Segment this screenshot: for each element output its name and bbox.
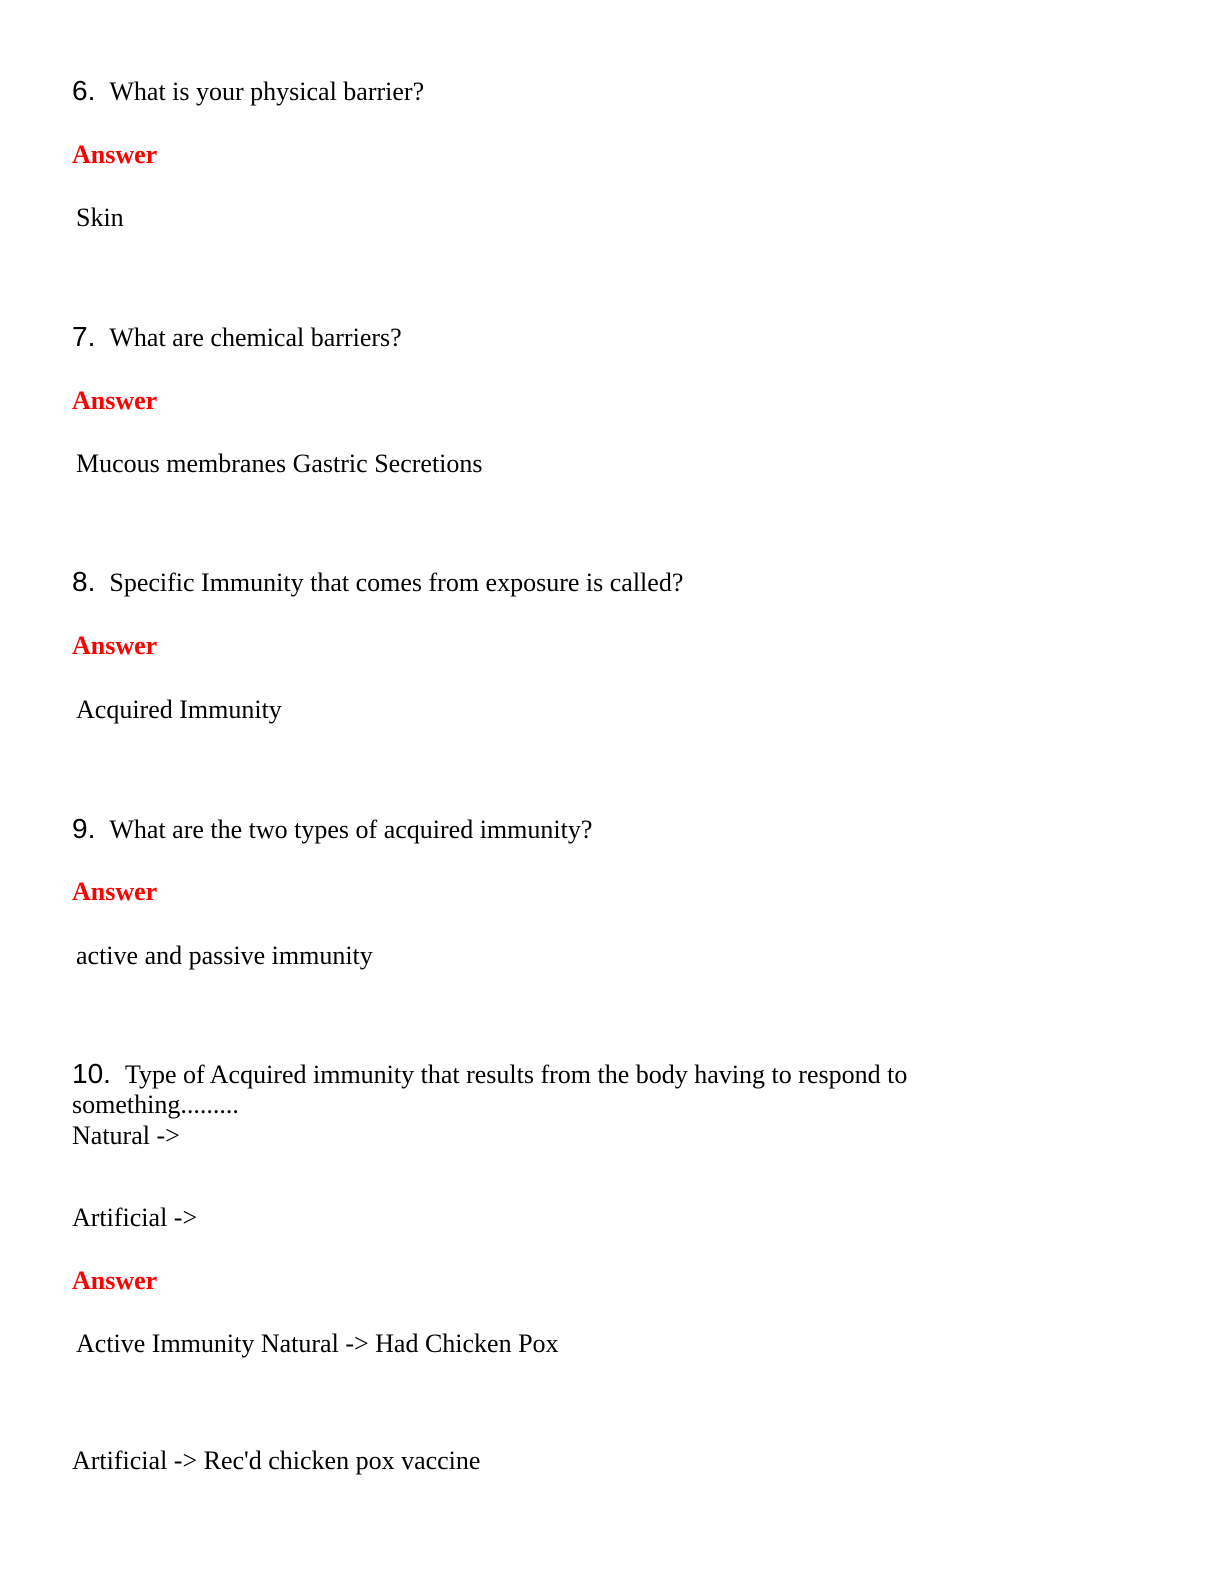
question-natural-prompt: Natural -> xyxy=(72,1121,180,1150)
question-9 xyxy=(72,814,592,845)
answer-label: Answer xyxy=(72,877,158,906)
answer-label: Answer xyxy=(72,386,158,415)
answer-text: Skin xyxy=(76,203,124,232)
answer-label: Answer xyxy=(72,631,158,660)
answer-text: Acquired Immunity xyxy=(76,695,282,724)
question-text: Specific Immunity that comes from exposure is called? xyxy=(109,568,684,597)
answer-label: Answer xyxy=(72,140,158,169)
question-number: 8. xyxy=(72,566,96,597)
question-text-continued: something......... xyxy=(72,1090,239,1119)
question-text: What are chemical barriers? xyxy=(109,323,402,352)
question-8 xyxy=(72,567,683,598)
question-text: Type of Acquired immunity that results from the body having to respond to xyxy=(124,1060,908,1089)
answer-text: Mucous membranes Gastric Secretions xyxy=(76,449,483,478)
answer-text: Active Immunity Natural -> Had Chicken Pox xyxy=(76,1329,559,1358)
question-number: 6. xyxy=(72,75,96,106)
question-7 xyxy=(72,322,402,353)
question-text: What are the two types of acquired immunity? xyxy=(109,815,593,844)
question-number: 7. xyxy=(72,321,96,352)
question-number: 9. xyxy=(72,813,96,844)
question-artificial-prompt: Artificial -> xyxy=(72,1203,198,1232)
question-text: What is your physical barrier? xyxy=(109,77,425,106)
question-6 xyxy=(72,76,424,107)
question-10 xyxy=(72,1059,907,1090)
answer-text: active and passive immunity xyxy=(76,941,373,970)
question-number: 10. xyxy=(72,1058,111,1089)
answer-text-artificial: Artificial -> Rec'd chicken pox vaccine xyxy=(72,1446,481,1475)
answer-label: Answer xyxy=(72,1266,158,1295)
